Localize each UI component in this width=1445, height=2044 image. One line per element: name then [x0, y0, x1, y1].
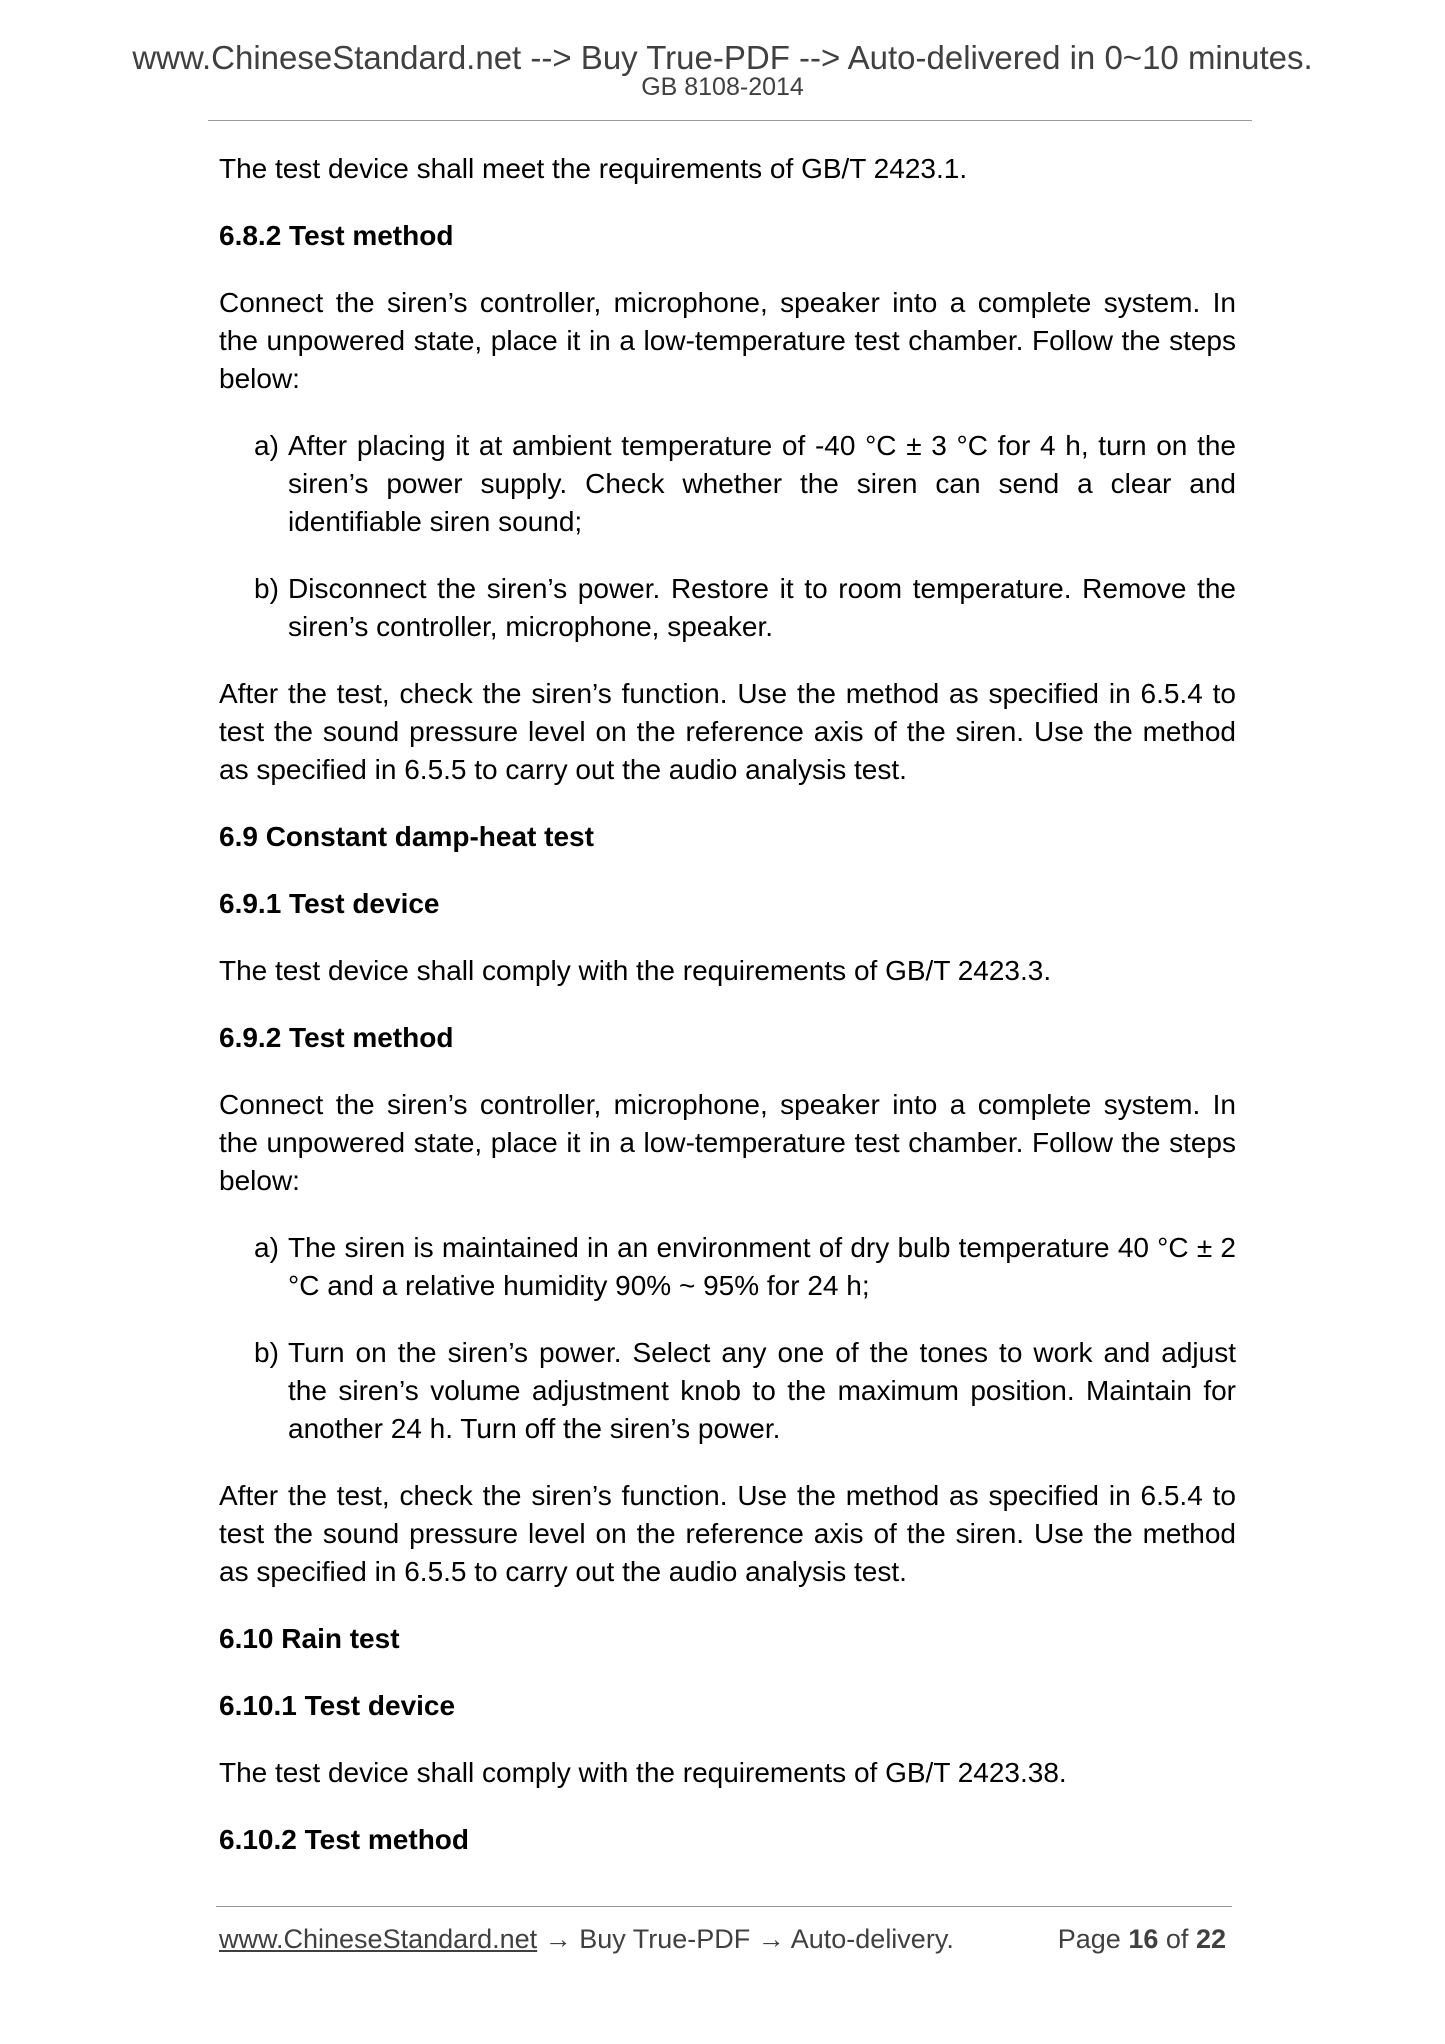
list-item: [254, 1229, 1236, 1305]
page-number: 16: [1128, 1924, 1159, 1954]
page-footer: [219, 1922, 1235, 1956]
header-banner: www.ChineseStandard.net --> Buy True-PDF --> Auto-delivered in 0~10 minutes.: [132, 39, 1313, 76]
document-id: GB 8108-2014: [641, 73, 804, 101]
paragraph: The test device shall comply with the requirements of GB/T 2423.3.: [219, 955, 1052, 986]
of-word: of: [1165, 1924, 1189, 1954]
section-heading-6-9: 6.9 Constant damp-heat test: [219, 821, 594, 852]
section-heading-6-10: 6.10 Rain test: [219, 1623, 400, 1654]
list-item-label: b): [254, 573, 279, 604]
list-item: [254, 1334, 1236, 1448]
page-body: [219, 150, 1236, 1888]
header-divider: [208, 120, 1252, 121]
section-heading-6-10-2: 6.10.2 Test method: [219, 1824, 470, 1855]
paragraph: Connect the siren’s controller, microphone, speaker into a complete system. In the unpowered state, place it in a low-temperature test chamber. Follow the steps below:: [219, 287, 1236, 394]
section-heading-6-9-2: 6.9.2 Test method: [219, 1022, 454, 1053]
footer-divider: [216, 1906, 1232, 1907]
list-item-label: b): [254, 1337, 279, 1368]
section-heading-6-10-1: 6.10.1 Test device: [219, 1690, 456, 1721]
page-word: Page: [1057, 1924, 1121, 1954]
paragraph: The test device shall meet the requirements of GB/T 2423.1.: [219, 153, 968, 184]
section-heading-6-8-2: 6.8.2 Test method: [219, 220, 454, 251]
list-item-text: Disconnect the siren’s power. Restore it to room temperature. Remove the siren’s controller, microphone, speaker.: [288, 573, 1236, 642]
section-heading-6-9-1: 6.9.1 Test device: [219, 888, 440, 919]
list-item-text: Turn on the siren’s power. Select any one of the tones to work and adjust the siren’s volume adjustment knob to the maximum position. Maintain for another 24 h. Turn off the siren’s power.: [288, 1337, 1236, 1444]
footer-tagline: → Buy True-PDF → Auto-delivery.: [537, 1924, 954, 1954]
footer-site-link[interactable]: www.ChineseStandard.net: [219, 1924, 538, 1954]
list-item-label: a): [254, 430, 279, 461]
list-item: [254, 570, 1236, 646]
paragraph: After the test, check the siren’s function. Use the method as specified in 6.5.4 to test the sound pressure level on the reference axis of the siren. Use the method as specified in 6.5.5 to carry out the audio analysis test.: [219, 678, 1236, 785]
list-item-label: a): [254, 1232, 279, 1263]
page-total: 22: [1195, 1924, 1226, 1954]
list-item-text: The siren is maintained in an environment of dry bulb temperature 40 °C ± 2 °C and a relative humidity 90% ~ 95% for 24 h;: [288, 1232, 1236, 1301]
page-indicator: [1058, 1922, 1226, 1956]
paragraph: Connect the siren’s controller, microphone, speaker into a complete system. In the unpowered state, place it in a low-temperature test chamber. Follow the steps below:: [219, 1089, 1236, 1196]
paragraph: The test device shall comply with the requirements of GB/T 2423.38.: [219, 1757, 1067, 1788]
list-item: [254, 427, 1236, 541]
list-item-text: After placing it at ambient temperature of -40 °C ± 3 °C for 4 h, turn on the siren’s power supply. Check whether the siren can send a clear and identifiable siren sound;: [288, 430, 1236, 537]
paragraph: After the test, check the siren’s function. Use the method as specified in 6.5.4 to test the sound pressure level on the reference axis of the siren. Use the method as specified in 6.5.5 to carry out the audio analysis test.: [219, 1480, 1236, 1587]
